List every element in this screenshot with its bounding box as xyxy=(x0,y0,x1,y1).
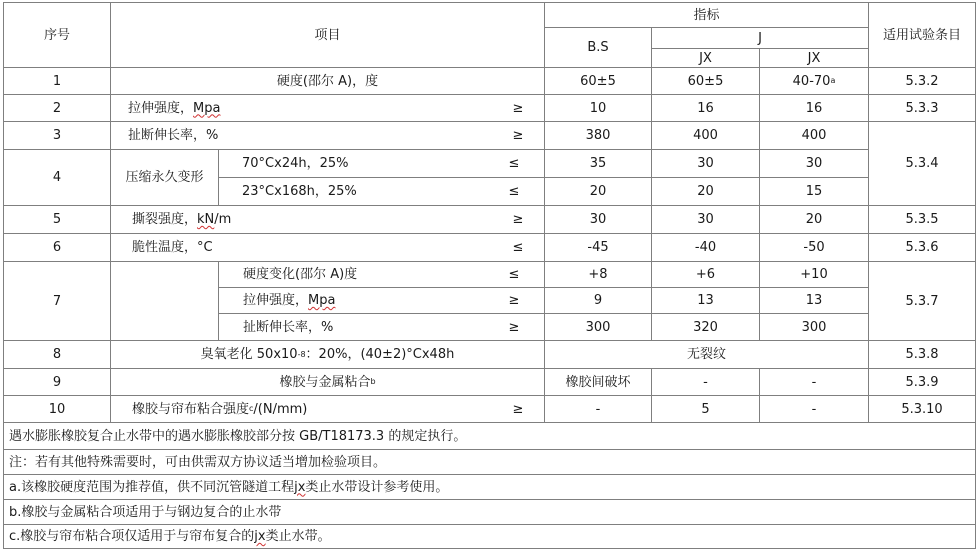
value-jx-2: 300 xyxy=(801,319,827,335)
header-j: J xyxy=(758,30,762,46)
value-jx-1: 320 xyxy=(693,319,718,335)
ge-symbol: ≥ xyxy=(512,100,524,116)
header-test-clause: 适用试验条目 xyxy=(882,27,961,43)
value-bs: +8 xyxy=(588,267,608,282)
value-jx-1: -40 xyxy=(694,240,717,255)
value-bs: - xyxy=(595,401,601,417)
value-bs: -45 xyxy=(587,240,609,255)
value-bs: 60±5 xyxy=(580,73,616,89)
item-group-name: 压缩永久变形 xyxy=(125,170,204,185)
value-bs: 300 xyxy=(585,319,611,335)
row-number: 1 xyxy=(52,73,62,89)
ge-symbol: ≥ xyxy=(508,319,520,335)
le-symbol: ≤ xyxy=(512,240,524,255)
value-jx-2: +10 xyxy=(800,267,828,282)
item-name: 橡胶与帘布粘合强度 c /(N/mm) xyxy=(132,401,308,417)
row-number: 6 xyxy=(52,240,62,255)
note-1: 遇水膨胀橡胶复合止水带中的遇水膨胀橡胶部分按 GB/T18173.3 的规定执行。 xyxy=(9,428,467,444)
value-bs: 380 xyxy=(585,128,611,143)
value-bs: 20 xyxy=(589,184,607,199)
clause: 5.3.3 xyxy=(905,100,939,116)
row-number: 4 xyxy=(52,170,62,185)
value-jx-2: - xyxy=(811,401,817,417)
header-item: 项目 xyxy=(314,27,341,43)
row-number: 7 xyxy=(52,293,62,309)
sub-item-name: 硬度变化(邵尔 A)度 xyxy=(243,267,358,282)
header-bs: B.S xyxy=(587,40,609,55)
row-number: 2 xyxy=(52,100,62,116)
value-jx-1: 16 xyxy=(697,100,714,116)
value-jx-2: -50 xyxy=(803,240,825,255)
note-2: 注：若有其他特殊需要时，可由供需双方协议适当增加检验项目。 xyxy=(9,454,387,470)
row-number: 9 xyxy=(52,374,62,390)
item-name: 橡胶与金属粘合 b xyxy=(279,374,376,390)
footnote-b: b.橡胶与金属粘合项适用于与钢边复合的止水带 xyxy=(9,504,282,520)
value-jx-1: 5 xyxy=(701,401,710,417)
le-symbol: ≤ xyxy=(508,156,520,171)
row-number: 3 xyxy=(52,128,62,143)
ge-symbol: ≥ xyxy=(512,401,524,417)
footnote-a: a.该橡胶硬度范围为推荐值，供不同沉管隧道工程 jx 类止水带设计参考使用。 xyxy=(9,479,449,495)
value-bs: 9 xyxy=(593,293,603,308)
value-jx-1: 30 xyxy=(697,156,714,171)
footnote-c: c.橡胶与帘布粘合项仅适用于与帘布复合的 jx 类止水带。 xyxy=(9,529,331,544)
clause: 5.3.9 xyxy=(905,374,939,390)
row-number: 8 xyxy=(52,347,62,362)
value-jx-2: 15 xyxy=(805,184,823,199)
item-name: 撕裂强度， kN /m xyxy=(132,212,232,227)
value-jx-2: - xyxy=(811,374,817,390)
value-jx-1: - xyxy=(703,374,708,390)
value-jx-2: 40-70 a xyxy=(792,73,836,89)
item-name: 臭氧老化 50x10 -8 ：20%，(40±2)°Cx48h xyxy=(200,347,455,362)
value-jx-2: 13 xyxy=(805,293,823,308)
sub-item-name: 扯断伸长率，% xyxy=(243,319,334,335)
clause: 5.3.4 xyxy=(905,156,939,171)
condition-2: 23°Cx168h，25% xyxy=(242,184,357,199)
value-jx-2: 30 xyxy=(805,156,823,171)
header-seq: 序号 xyxy=(43,27,70,43)
header-jx-1: JX xyxy=(699,50,712,66)
clause: 5.3.8 xyxy=(905,347,939,362)
item-name: 拉伸强度， Mpa xyxy=(128,100,221,116)
value-jx-2: 400 xyxy=(801,128,827,143)
value-jx-1: 400 xyxy=(693,128,718,143)
le-symbol: ≤ xyxy=(508,267,520,282)
value-bs: 30 xyxy=(589,212,607,227)
clause: 5.3.5 xyxy=(905,212,939,227)
sub-item-name: 拉伸强度， Mpa xyxy=(243,293,336,308)
le-symbol: ≤ xyxy=(508,184,520,199)
item-name: 脆性温度，°C xyxy=(132,240,213,255)
item-name: 硬度(邵尔 A)，度 xyxy=(276,73,379,89)
value-jx-1: 30 xyxy=(697,212,714,227)
value-jx-1: 20 xyxy=(697,184,714,199)
condition-1: 70°Cx24h，25% xyxy=(242,156,349,171)
row-number: 5 xyxy=(52,212,62,227)
value-jx-2: 20 xyxy=(805,212,823,227)
value-bs: 35 xyxy=(589,156,607,171)
clause: 5.3.10 xyxy=(901,401,943,417)
value-jx-1: +6 xyxy=(695,267,716,282)
value-bs: 10 xyxy=(589,100,607,116)
ge-symbol: ≥ xyxy=(508,293,520,308)
clause: 5.3.7 xyxy=(905,293,939,309)
ge-symbol: ≥ xyxy=(512,128,524,143)
clause: 5.3.2 xyxy=(905,73,939,89)
item-name: 扯断伸长率，% xyxy=(128,128,219,143)
value-jx-1: 13 xyxy=(697,293,714,308)
value-bs: 橡胶间破坏 xyxy=(565,374,631,390)
row-number: 10 xyxy=(48,401,66,417)
merged-value: 无裂纹 xyxy=(686,347,726,362)
ge-symbol: ≥ xyxy=(512,212,524,227)
value-jx-2: 16 xyxy=(805,100,823,116)
header-jx-2: JX xyxy=(807,50,821,66)
clause: 5.3.6 xyxy=(905,240,939,255)
header-indicator: 指标 xyxy=(693,7,720,23)
value-jx-1: 60±5 xyxy=(687,73,724,89)
